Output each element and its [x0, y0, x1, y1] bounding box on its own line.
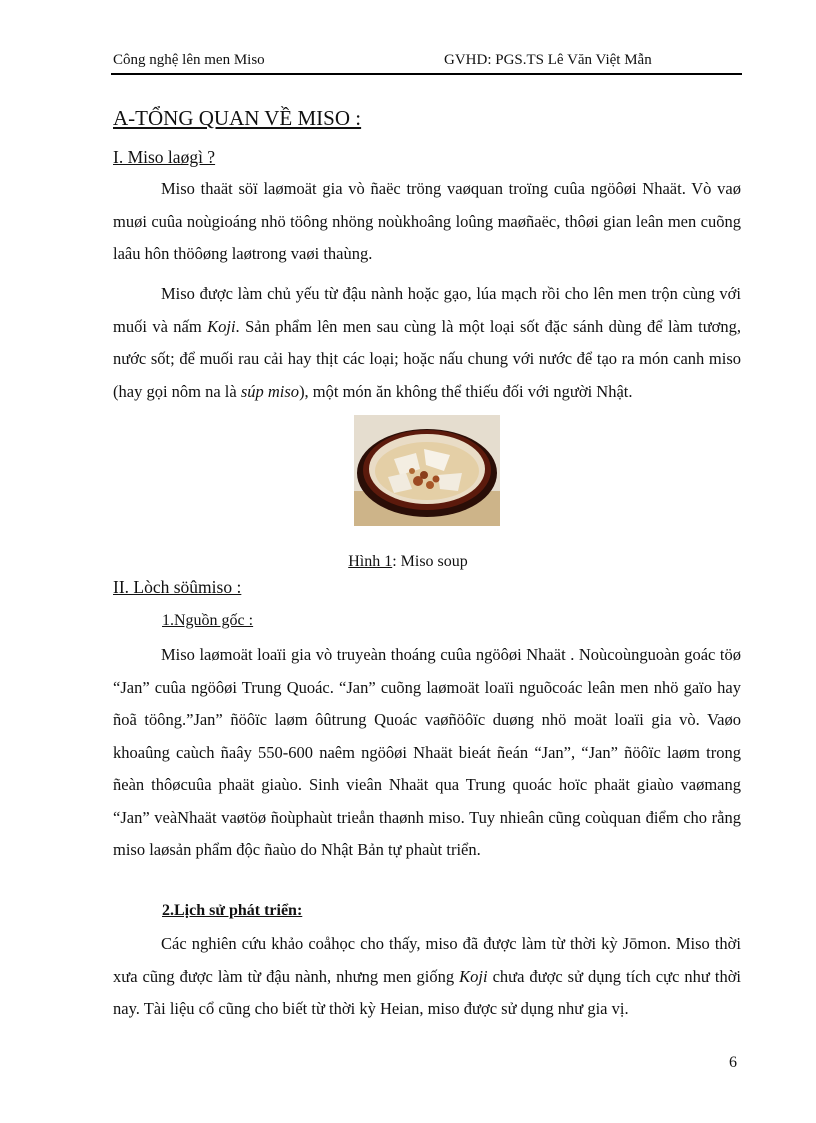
section-2-para-2 [113, 928, 741, 1026]
section-1-para-2 [113, 278, 741, 408]
para-text: Các nghiên cứu khảo coåhọc cho thấy, miso đã được làm từ thời kỳ Jōmon. Miso thời xưa cũng được làm từ đậu nành, nhưng men giống [113, 934, 741, 986]
section-2-sub-1: 1.Nguồn gốc : [162, 612, 254, 629]
section-2-para-1: Miso laømoät loaïi gia vò truyeàn thoáng cuûa ngöôøi Nhaät . Noùcoùnguoàn goác töø “Jan” cuûa ngöôøi Trung Quoác. “Jan” cuõng laømoät loaïi nguõcoác leân men nhö gaïo hay ñoã töông.”Jan” ñöôïc laøm ôûtrung Quoác vaøñöôïc duøng nhö moät loaïi gia vò. Vaøo khoaûng caùch ñaây 550-600 naêm ngöôøi Nhaät bieát ñeán “Jan”, “Jan” ñöôïc laøm trong ñeàn thôøcuûa phaät giaùo. Sinh vieân Nhaät qua Trung quoác hoïc phaät giaùo vaømang “Jan” veàNhaät vaøtöø ñoùphaùt trieån thaønh miso. Tuy nhieân cũng coùquan điểm cho rằng miso laøsản phẩm độc ñaùo do Nhật Bản tự phaùt triển. [113, 645, 741, 859]
section-2-title: II. Lòch söûmiso : [113, 577, 242, 597]
miso-soup-photo [354, 415, 500, 526]
section-2-sub-2 [162, 902, 790, 920]
para-text: Miso được làm chủ yếu từ đậu nành hoặc gạo, lúa mạch rồi cho lên men trộn cùng với muối và nấm [113, 284, 741, 336]
miso-soup-illustration [354, 415, 500, 526]
koji-term: Koji [459, 966, 488, 986]
figure-caption [0, 553, 816, 571]
figure-label: Hình 1 [348, 553, 393, 570]
page-number: 6 [729, 1054, 737, 1071]
para-text: chưa được sử dụng tích cực như thời nay. Tài liệu cổ cũng cho biết từ thời kỳ Heian, miso được sử dụng như gia vị. [113, 966, 741, 1018]
section-1-para-1: Miso thaät söï laømoät gia vò ñaëc tröng vaøquan troïng cuûa ngöôøi Nhaät. Vò vaø muøi cuûa noùgioáng nhö töông nhöng noùkhoâng loûng maøñaëc, thôøi gian leân men cuõng laâu hôn thöôøng laøtrong vaøi thaùng. [113, 179, 741, 263]
koji-term: Koji [207, 316, 236, 336]
section-2-sub-2-text: 2.Lịch sử phát triển: [162, 902, 303, 919]
miso-soup-term: súp miso [240, 381, 300, 401]
figure-caption-text: : Miso soup [392, 553, 468, 570]
header-rule [111, 73, 742, 75]
section-1-title: I. Miso laøgì ? [113, 147, 216, 167]
para-text: . Sản phẩm lên men sau cùng là một loại sốt đặc sánh dùng để làm tương, nước sốt; để muối rau cải hay thịt các loại; hoặc nấu chung với nước để tạo ra món canh miso (hay gọi nôm na là [113, 316, 742, 401]
section-a-title: A-TỔNG QUAN VỀ MISO : [113, 106, 362, 130]
header-right: GVHD: PGS.TS Lê Văn Việt Mẫn [444, 52, 652, 68]
para-text: ), một món ăn không thể thiếu đối với người Nhật. [299, 381, 633, 401]
header-left: Công nghệ lên men Miso [113, 52, 265, 68]
